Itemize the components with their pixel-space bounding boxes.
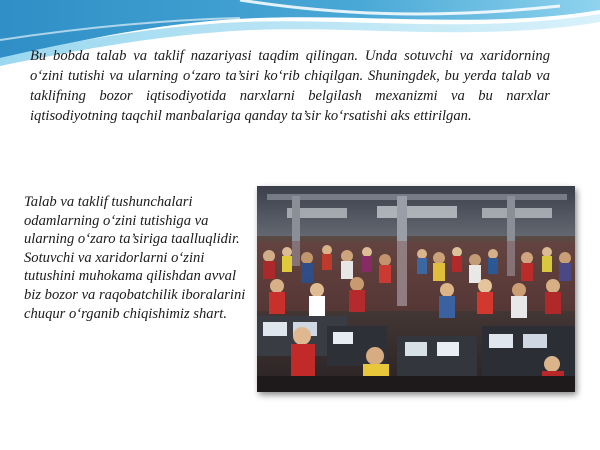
intro-paragraph: Bu bobda talab va taklif nazariyasi taqdim qilingan. Unda sotuvchi va xaridorning o‘zini tutishi va ularning o‘zaro ta’siri ko‘rib chiqilgan. Shuningdek, bu yerda talab va taklifning bozor iqtisodiyotida narxlarni belgilash mexanizmi va bu narxlar iqtisodiyotning taqchil manbalariga qanday ta’sir ko‘rsatishi aks ettirilgan.	[30, 48, 550, 124]
side-paragraph: Talab va taklif tushunchalari odamlarning o‘zini tutishiga va ularning o‘zaro ta’siriga taalluqlidir. Sotuvchi va xaridorlarni o‘zini tutushini muhokama qilishdan avval biz bozor va raqobatchilik iboralarini chuqur o‘rganib chiqishimiz shart.	[24, 194, 246, 322]
trading-floor-photo-icon	[257, 186, 575, 392]
trading-floor-photo	[257, 186, 575, 392]
